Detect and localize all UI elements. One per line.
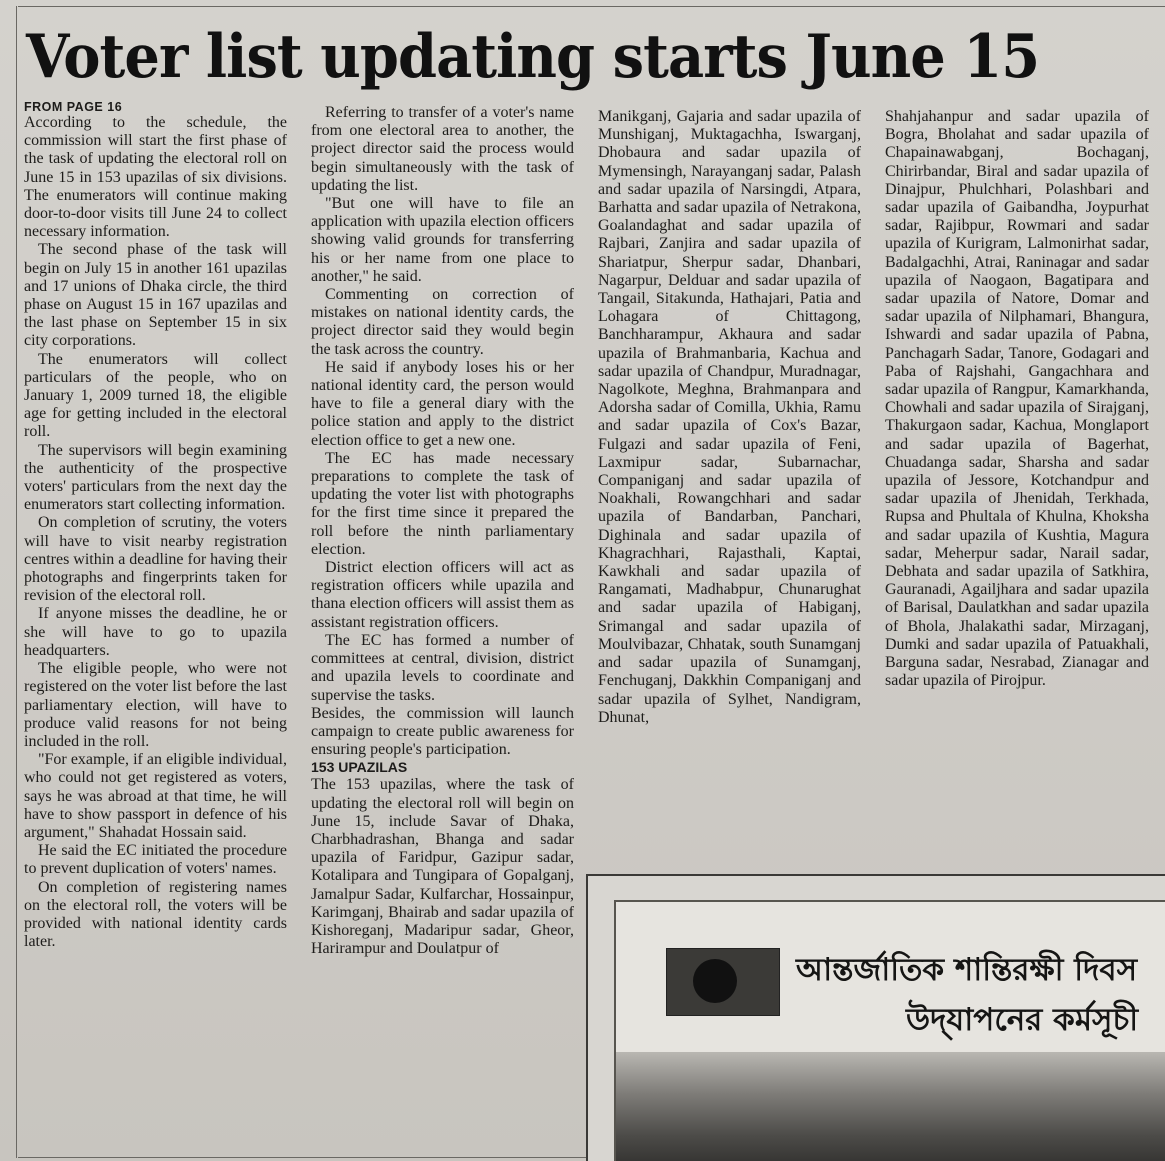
advertisement-panel [614,900,1165,1161]
advertisement-title-line-2: উদ্‌যাপনের কর্মসূচী [906,1002,1139,1038]
section-subhead: 153 UPAZILAS [311,759,408,776]
advertisement-title-line-1: আন্তর্জাতিক শান্তিরক্ষী দিবস [796,952,1138,988]
advertisement-box [586,874,1165,1161]
flag-disc [693,959,737,1003]
paragraph: Manikganj, Gajaria and sadar upazila of Munshiganj, Muktagachha, Iswarganj, Dhobaura and sadar upazila of Mymensingh, Narayanganj sadar, Palash and sadar upazila of Narsingdi, Atpara, Barhatta and sadar upazila of Netrakona, Goalandaghat and sadar upazila of Rajbari, Zanjira and sadar upazila of Shariatpur, Sherpur sadar, Dhanbari, Nagarpur, Delduar and sadar upazila of Tangail, Sitakunda, Hathajari, Patia and Lohagara of Chittagong, Banchharampur, Akhaura and sadar upazila of Brahmanbaria, Kachua and sadar upazila of Chandpur, Muradnagar, Nagolkote, Meghna, Brahmanpara and Adorsha sadar of Comilla, Ukhia, Ramu and sadar upazila of Cox's Bazar, Fulgazi and sadar upazila of Feni, Laxmipur sadar, Subarnachar, Companiganj and sadar upazila of Noakhali, Rowangchhari and sadar upazila of Bandarban, Panchari, Dighinala and sadar upazila of Khagrachhari, Rajasthali, Kaptai, Kawkhali and sadar upazila of Rangamati, Madhabpur, Chunarughat and sadar upazila of Habiganj, Srimangal and sadar upazila of Moulvibazar, Chhatak, south Sunamganj and sadar upazila of Sunamganj, Fenchuganj, Dakkhin Companiganj and sadar upazila of Sylhet, Nandigram, Dhunat, [598,108,861,726]
paragraph: The EC has made necessary preparations to complete the task of updating the voter list with photographs for the first time since it prepared the roll before the ninth parliamentary election. [311,449,574,558]
paragraph: "But one will have to file an application with upazila election officers showing valid grounds for transferring his or her name from one place to another," he said. [311,195,574,285]
paragraph: The supervisors will begin examining the authenticity of the prospective voters' particulars from the next day the enumerators start collecting information. [24,441,287,514]
headline: Voter list updating starts June 15 [26,22,1040,92]
paragraph: The eligible people, who were not registered on the voter list before the last parliamentary election, will have to produce valid reasons for not being included in the roll. [24,660,287,750]
paragraph: On completion of registering names on the electoral roll, the voters will be provided with national identity cards later. [24,878,287,951]
paragraph: District election officers will act as registration officers while upazila and thana election officers will assist them as assistant registration officers. [311,559,574,631]
paragraph: According to the schedule, the commission will start the first phase of the task of updating the electoral roll on June 15 in 153 upazilas of six divisions. The enumerators will continue making door-to-door visits till June 24 to collect necessary information. [24,114,287,241]
article-column-3 [598,108,861,866]
from-page-kicker: FROM PAGE 16 [24,100,123,114]
article-column-2 [311,104,574,1150]
paragraph: Commenting on correction of mistakes on national identity cards, the project director said they would begin the task across the country. [311,286,574,358]
paragraph: On completion of scrutiny, the voters will have to visit nearby registration centres within a deadline for having their photographs and fingerprints taken for revision of the electoral roll. [24,514,287,605]
paragraph: He said if anybody loses his or her national identity card, the person would have to file a general diary with the police station and apply to the district election office to get a new one. [311,358,574,449]
paragraph: The second phase of the task will begin on July 15 in another 161 upazilas and 17 unions of Dhaka circle, the third phase on August 15 in 167 upazilas and the last phase on September 15 in six city corporations. [24,241,287,350]
paragraph: The enumerators will collect particulars of the people, who on January 1, 2009 turned 18, the eligible age for getting included in the electoral roll. [24,350,287,441]
article-column-1 [24,100,287,1148]
bangladesh-flag-icon [666,948,780,1016]
paragraph: "For example, if an eligible individual, who could not get registered as voters, says he was abroad at that time, he will have to show passport in defence of his argument," Shahadat Hossain said. [24,751,287,841]
article-column-4 [885,108,1149,868]
paragraph: Shahjahanpur and sadar upazila of Bogra, Bholahat and sadar upazila of Chapainawabganj, Bochaganj, Chirirbandar, Biral and sadar upazila of Dinajpur, Phulchhari, Polashbari and sadar upazila of Gaibandha, Joypurhat sadar, Rajibpur, Rowmari and sadar upazila of Kurigram, Lalmonirhat sadar, Badalgachhi, Atrai, Raninagar and sadar upazila of Naogaon, Bagatipara and sadar upazila of Natore, Domar and sadar upazila of Nilphamari, Bhangura, Ishwardi and sadar upazila of Pabna, Panchagarh Sadar, Tanore, Godagari and Paba of Rajshahi, Gangachhara and sadar upazila of Rangpur, Kamarkhanda, Chowhali and sadar upazila of Sirajganj, Thakurgaon sadar, Kachua, Monglaport and sadar upazila of Bagerhat, Chuadanga sadar, Sharsha and sadar upazila of Jessore, Kotchandpur and sadar upazila of Jhenidah, Terkhada, Rupsa and Phultala of Khulna, Khoksha and sadar upazila of Kushtia, Magura sadar, Meherpur sadar, Narail sadar, Debhata and sadar upazila of Satkhira, Gauranadi, Agailjhara and sadar upazila of Barisal, Daulatkhan and sadar upazila of Bhola, Jhalakathi sadar, Mirzaganj, Dumki and sadar upazila of Patuakhali, Barguna sadar, Nesrabad, Zianagar and sadar upazila of Pirojpur. [885,108,1149,690]
paragraph: Referring to transfer of a voter's name from one electoral area to another, the project director said the process would begin simultaneously with the task of updating the list. [311,104,574,194]
paragraph: The 153 upazilas, where the task of updating the electoral roll will begin on June 15, include Savar of Dhaka, Charbhadrashan, Bhanga and sadar upazila of Faridpur, Gazipur sadar, Kotalipara and Tungipara of Gopalganj, Jamalpur Sadar, Kulfarchar, Hossainpur, Karimganj, Bhairab and sadar upazila of Kishoreganj, Madaripur sadar, Gheor, Harirampur and Doulatpur of [311,776,574,958]
paragraph: The EC has formed a number of committees at central, division, district and upazila levels to coordinate and supervise the tasks. [311,631,574,704]
paragraph: He said the EC initiated the procedure to prevent duplication of voters' names. [24,842,287,878]
top-rule [18,6,1165,7]
paragraph: If anyone misses the deadline, he or she will have to go to upazila headquarters. [24,605,287,659]
left-rule [16,6,17,1158]
advertisement-photo [616,1052,1165,1161]
paragraph: Besides, the commission will launch campaign to create public awareness for ensuring people's participation. [311,704,574,759]
